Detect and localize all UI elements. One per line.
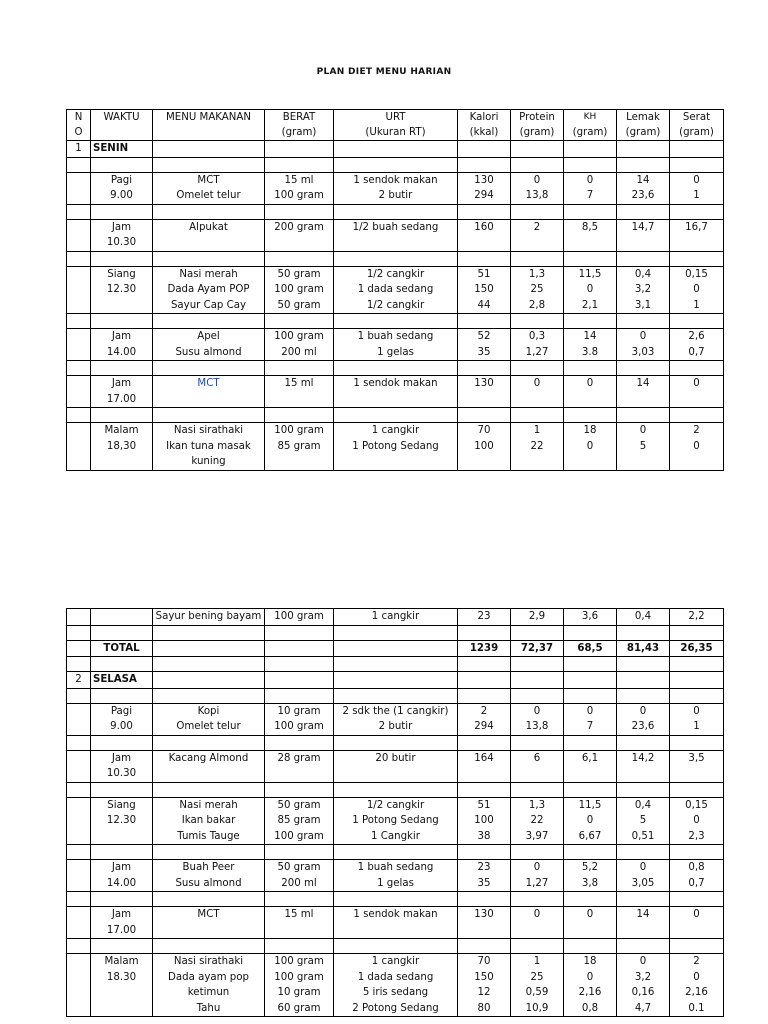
kalori-cell: 51 150 44: [458, 266, 511, 314]
kh-cell: 0 7: [564, 172, 617, 204]
waktu-cell: Jam 14.00: [91, 329, 153, 361]
table-row: [67, 219, 724, 251]
lemak-cell: 0,4 5 0,51: [617, 797, 670, 845]
page-title: PLAN DIET MENU HARIAN: [316, 67, 452, 77]
protein-cell: 1,3 22 3,97: [511, 797, 564, 845]
urt-cell: 1 cangkir 1 dada sedang 5 iris sedang 2 Potong Sedang: [334, 954, 458, 1017]
urt-cell: 1 buah sedang 1 gelas: [334, 329, 458, 361]
waktu-cell: Jam 17.00: [91, 907, 153, 939]
kalori-cell: 51 100 38: [458, 797, 511, 845]
menu-cell: Nasi sirathaki Dada ayam pop ketimun Tahu: [153, 954, 265, 1017]
serat-cell: 2,2: [670, 609, 724, 626]
serat-cell: 16,7: [670, 219, 724, 251]
waktu-cell: Jam 10.30: [91, 219, 153, 251]
header-serat: Serat (gram): [670, 110, 724, 141]
protein-cell: 0,3 1,27: [511, 329, 564, 361]
kalori-cell: 23 35: [458, 860, 511, 892]
table-row: [67, 172, 724, 204]
protein-cell: 0: [511, 376, 564, 408]
menu-cell: Nasi sirathaki Ikan tuna masak kuning: [153, 423, 265, 471]
serat-cell: 2 0: [670, 423, 724, 471]
menu-cell: Nasi merah Dada Ayam POP Sayur Cap Cay: [153, 266, 265, 314]
lemak-cell: 0 5: [617, 423, 670, 471]
kh-cell: 0 7: [564, 703, 617, 735]
menu-cell: Sayur bening bayam: [153, 609, 265, 626]
total-label: TOTAL: [91, 640, 153, 657]
day-number: 1: [67, 141, 91, 158]
berat-cell: 15 ml: [265, 376, 334, 408]
waktu-cell: Jam 17.00: [91, 376, 153, 408]
header-lemak: Lemak (gram): [617, 110, 670, 141]
kh-cell: 5,2 3,8: [564, 860, 617, 892]
kalori-cell: 164: [458, 750, 511, 782]
menu-cell: Buah Peer Susu almond: [153, 860, 265, 892]
kh-cell: 14 3.8: [564, 329, 617, 361]
lemak-cell: 14 23,6: [617, 172, 670, 204]
table-row: [67, 703, 724, 735]
kalori-cell: 130 294: [458, 172, 511, 204]
serat-cell: 0 1: [670, 172, 724, 204]
protein-cell: 0 13,8: [511, 703, 564, 735]
lemak-cell: 0,4: [617, 609, 670, 626]
serat-cell: 3,5: [670, 750, 724, 782]
lemak-cell: 0 3,03: [617, 329, 670, 361]
lemak-cell: 0 23,6: [617, 703, 670, 735]
urt-cell: 1 sendok makan: [334, 376, 458, 408]
kalori-cell: 2 294: [458, 703, 511, 735]
total-serat: 26,35: [670, 640, 724, 657]
day-number: 2: [67, 672, 91, 689]
waktu-cell: Malam 18,30: [91, 423, 153, 471]
berat-cell: 15 ml 100 gram: [265, 172, 334, 204]
kalori-cell: 130: [458, 376, 511, 408]
table-row: [67, 376, 724, 408]
serat-cell: 0: [670, 376, 724, 408]
header-berat: BERAT (gram): [265, 110, 334, 141]
berat-cell: 50 gram 200 ml: [265, 860, 334, 892]
urt-cell: 2 sdk the (1 cangkir) 2 butir: [334, 703, 458, 735]
urt-cell: 1/2 buah sedang: [334, 219, 458, 251]
menu-cell: Kacang Almond: [153, 750, 265, 782]
berat-cell: 50 gram 100 gram 50 gram: [265, 266, 334, 314]
total-kh: 68,5: [564, 640, 617, 657]
waktu-cell: Jam 14.00: [91, 860, 153, 892]
waktu-cell: Siang 12.30: [91, 266, 153, 314]
menu-cell: MCT: [153, 376, 265, 408]
kh-cell: 3,6: [564, 609, 617, 626]
waktu-cell: Siang 12.30: [91, 797, 153, 845]
waktu-cell: Malam 18.30: [91, 954, 153, 1017]
kh-cell: 0: [564, 907, 617, 939]
diet-table-page-2: [66, 608, 724, 1017]
waktu-cell: Jam 10.30: [91, 750, 153, 782]
berat-cell: 100 gram 85 gram: [265, 423, 334, 471]
table-row: [67, 797, 724, 845]
menu-cell: MCT: [153, 907, 265, 939]
urt-cell: 1 sendok makan 2 butir: [334, 172, 458, 204]
berat-cell: 10 gram 100 gram: [265, 703, 334, 735]
total-lemak: 81,43: [617, 640, 670, 657]
berat-cell: 100 gram 100 gram 10 gram 60 gram: [265, 954, 334, 1017]
kh-cell: 0: [564, 376, 617, 408]
header-kalori: Kalori (kkal): [458, 110, 511, 141]
table-row: [67, 609, 724, 626]
table-row: [67, 954, 724, 1017]
table-row: [67, 423, 724, 471]
kalori-cell: 160: [458, 219, 511, 251]
table-row: [67, 266, 724, 314]
protein-cell: 0 1,27: [511, 860, 564, 892]
waktu-cell: Pagi 9.00: [91, 172, 153, 204]
protein-cell: 2,9: [511, 609, 564, 626]
day-row: [67, 672, 724, 689]
urt-cell: 1/2 cangkir 1 Potong Sedang 1 Cangkir: [334, 797, 458, 845]
menu-cell: Nasi merah Ikan bakar Tumis Tauge: [153, 797, 265, 845]
table-header-row: [67, 110, 724, 141]
urt-cell: 1 buah sedang 1 gelas: [334, 860, 458, 892]
kalori-cell: 130: [458, 907, 511, 939]
table-row: [67, 329, 724, 361]
lemak-cell: 14,7: [617, 219, 670, 251]
header-kh: KH (gram): [564, 110, 617, 141]
header-menu: MENU MAKANAN: [153, 110, 265, 141]
table-row: [67, 907, 724, 939]
total-protein: 72,37: [511, 640, 564, 657]
menu-cell: MCT Omelet telur: [153, 172, 265, 204]
kalori-cell: 70 100: [458, 423, 511, 471]
serat-cell: 0 1: [670, 703, 724, 735]
day-name: SENIN: [91, 141, 153, 158]
kalori-cell: 52 35: [458, 329, 511, 361]
kalori-cell: 23: [458, 609, 511, 626]
protein-cell: 2: [511, 219, 564, 251]
kh-cell: 18 0 2,16 0,8: [564, 954, 617, 1017]
day-name: SELASA: [91, 672, 153, 689]
serat-cell: 0,15 0 1: [670, 266, 724, 314]
header-no: N O: [67, 110, 91, 141]
protein-cell: 0: [511, 907, 564, 939]
kh-cell: 18 0: [564, 423, 617, 471]
urt-cell: 1 cangkir 1 Potong Sedang: [334, 423, 458, 471]
protein-cell: 1 25 0,59 10,9: [511, 954, 564, 1017]
day-row: [67, 141, 724, 158]
menu-cell: Apel Susu almond: [153, 329, 265, 361]
table-row: [67, 750, 724, 782]
urt-cell: 20 butir: [334, 750, 458, 782]
lemak-cell: 14,2: [617, 750, 670, 782]
kalori-cell: 70 150 12 80: [458, 954, 511, 1017]
berat-cell: 15 ml: [265, 907, 334, 939]
header-protein: Protein (gram): [511, 110, 564, 141]
berat-cell: 100 gram: [265, 609, 334, 626]
header-urt: URT (Ukuran RT): [334, 110, 458, 141]
waktu-cell: Pagi 9.00: [91, 703, 153, 735]
table-row: [67, 860, 724, 892]
protein-cell: 0 13,8: [511, 172, 564, 204]
serat-cell: 0,15 0 2,3: [670, 797, 724, 845]
header-waktu: WAKTU: [91, 110, 153, 141]
menu-cell: Kopi Omelet telur: [153, 703, 265, 735]
kh-cell: 11,5 0 2,1: [564, 266, 617, 314]
urt-cell: 1 cangkir: [334, 609, 458, 626]
kh-cell: 11,5 0 6,67: [564, 797, 617, 845]
serat-cell: 2,6 0,7: [670, 329, 724, 361]
berat-cell: 28 gram: [265, 750, 334, 782]
protein-cell: 1 22: [511, 423, 564, 471]
protein-cell: 1,3 25 2,8: [511, 266, 564, 314]
berat-cell: 200 gram: [265, 219, 334, 251]
lemak-cell: 0 3,05: [617, 860, 670, 892]
diet-table-page-1: [66, 109, 724, 471]
total-row: [67, 640, 724, 657]
lemak-cell: 0 3,2 0,16 4,7: [617, 954, 670, 1017]
menu-cell: Alpukat: [153, 219, 265, 251]
berat-cell: 50 gram 85 gram 100 gram: [265, 797, 334, 845]
kh-cell: 8,5: [564, 219, 617, 251]
urt-cell: 1/2 cangkir 1 dada sedang 1/2 cangkir: [334, 266, 458, 314]
serat-cell: 0,8 0,7: [670, 860, 724, 892]
serat-cell: 0: [670, 907, 724, 939]
lemak-cell: 14: [617, 376, 670, 408]
total-kalori: 1239: [458, 640, 511, 657]
protein-cell: 6: [511, 750, 564, 782]
serat-cell: 2 0 2,16 0.1: [670, 954, 724, 1017]
lemak-cell: 14: [617, 907, 670, 939]
lemak-cell: 0,4 3,2 3,1: [617, 266, 670, 314]
urt-cell: 1 sendok makan: [334, 907, 458, 939]
berat-cell: 100 gram 200 ml: [265, 329, 334, 361]
kh-cell: 6,1: [564, 750, 617, 782]
